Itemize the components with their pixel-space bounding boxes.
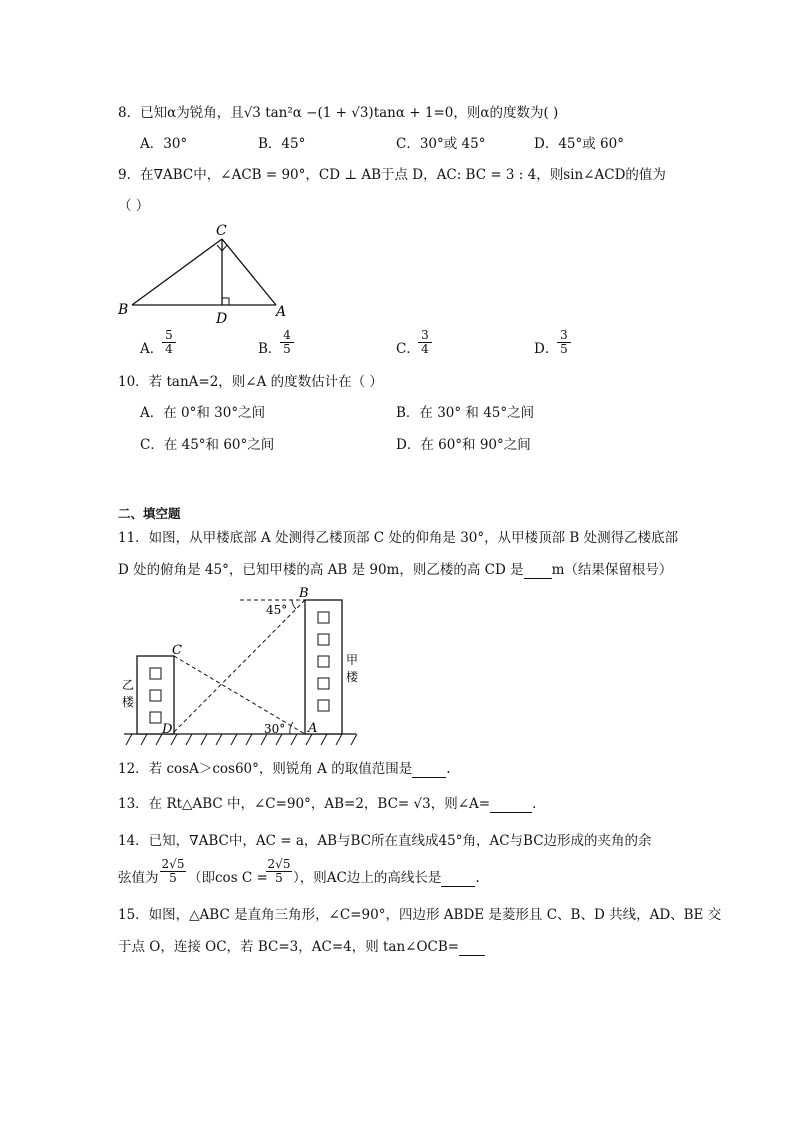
- q14-frac2-num: 2√5: [267, 857, 291, 871]
- q11-label-angle45: 45°: [266, 603, 288, 617]
- q12-line: [118, 760, 451, 778]
- q14-frac2-den: 5: [275, 871, 283, 885]
- q8-option-b: B．45°: [258, 136, 306, 152]
- q14-line2b: （即cos C =: [188, 870, 268, 886]
- q9-option-b-fraction: [280, 329, 294, 356]
- q11-label-angle30: 30°: [264, 722, 286, 736]
- q9-label-c: C: [216, 223, 227, 239]
- q9-option-a-fraction: [162, 329, 176, 356]
- q11-label-jia2: 楼: [346, 670, 359, 684]
- q11-label-a: A: [308, 721, 318, 736]
- q11-answer-blank[interactable]: [524, 564, 552, 579]
- q9-label-b: B: [118, 302, 129, 318]
- q9-option-b-num: 4: [280, 329, 294, 343]
- q10-option-b: B．在 30° 和 45°之间: [396, 405, 535, 421]
- q9-option-d-fraction: [557, 329, 571, 356]
- q15-line1: 15．如图，△ABC 是直角三角形，∠C=90°，四边形 ABDE 是菱形且 C、B、D 共线，AD、BE 交: [118, 907, 722, 923]
- q11-line2: [118, 561, 672, 579]
- q14-answer-blank[interactable]: [441, 872, 475, 887]
- q14-fraction-1: [160, 858, 186, 885]
- q9-option-a-num: 5: [162, 329, 176, 343]
- q15-line2-text: 于点 O，连接 OC，若 BC=3，AC=4，则 tan∠OCB=: [118, 939, 460, 955]
- q13-answer-blank[interactable]: [490, 798, 532, 813]
- q11-label-b: B: [299, 586, 309, 601]
- q12-post: .: [446, 761, 451, 777]
- q13-line: [118, 795, 536, 813]
- q13-post: .: [532, 796, 537, 812]
- q9-text: 9．在∇ABC中，∠ACB = 90°，CD ⊥ AB于点 D，AC: BC = 3 : 4，则sin∠ACD的值为: [118, 167, 666, 183]
- q9-label-d: D: [216, 311, 228, 327]
- q11-line1: 11．如图，从甲楼底部 A 处测得乙楼顶部 C 处的仰角是 30°，从甲楼顶部 B 处测得乙楼底部: [118, 530, 679, 546]
- q9-option-d-label: D．: [534, 341, 559, 357]
- q10-option-a: A．在 0°和 30°之间: [140, 405, 266, 421]
- q15-answer-blank[interactable]: [459, 941, 485, 956]
- q14-line2c-text: ），则AC边上的高线长是: [293, 870, 442, 886]
- q12-answer-blank[interactable]: [412, 763, 446, 778]
- q11-line2-pre: D 处的俯角是 45°，已知甲楼的高 AB 是 90m，则乙楼的高 CD 是: [118, 562, 524, 578]
- q10-option-c: C．在 45°和 60°之间: [140, 437, 275, 453]
- q11-label-jia1: 甲: [346, 653, 359, 667]
- q14-frac1-num: 2√5: [161, 857, 185, 871]
- q9-label-a: A: [276, 304, 287, 320]
- q14-post: .: [475, 870, 480, 886]
- q11-label-yi2: 楼: [122, 695, 135, 709]
- q14-line2a: 弦值为: [118, 870, 159, 886]
- q14-line1: 14．已知，∇ABC中，AC = a，AB与BC所在直线成45°角，AC与BC边形成的夹角的余: [118, 833, 652, 849]
- q9-triangle-figure: [112, 218, 312, 328]
- q14-line2c: [293, 869, 480, 887]
- q11-label-c: C: [172, 643, 182, 658]
- q14-fraction-2: [266, 858, 292, 885]
- q11-label-d: D: [162, 722, 173, 737]
- q14-frac1-den: 5: [169, 871, 177, 885]
- q9-option-d-den: 5: [560, 342, 568, 356]
- q8-option-c: C．30°或 45°: [396, 136, 486, 152]
- q8-option-d: D．45°或 60°: [534, 136, 624, 152]
- q12-text: 12．若 cosA＞cos60°，则锐角 A 的取值范围是: [118, 761, 413, 777]
- q11-label-yi1: 乙: [122, 678, 135, 692]
- q9-option-c-label: C．: [396, 341, 420, 357]
- q9-option-c-num: 3: [418, 329, 432, 343]
- q8-text: 8．已知α为锐角，且√3 tan²α −(1 + √3)tanα + 1=0，则α的度数为( ): [118, 105, 559, 121]
- q9-option-b-den: 5: [283, 342, 291, 356]
- section-title-fill-in: 二、填空题: [118, 506, 181, 521]
- q9-option-a-label: A．: [140, 341, 164, 357]
- q10-text: 10．若 tanA=2，则∠A 的度数估计在（ ）: [118, 374, 383, 390]
- q9-option-d-num: 3: [557, 329, 571, 343]
- q9-paren: （ ）: [118, 198, 150, 214]
- q9-option-a-den: 4: [165, 342, 173, 356]
- q11-line2-post: m（结果保留根号）: [551, 562, 673, 578]
- q9-option-c-fraction: [418, 329, 432, 356]
- q9-option-b-label: B．: [258, 341, 282, 357]
- q13-text: 13．在 Rt△ABC 中，∠C=90°，AB=2，BC= √3，则∠A=: [118, 796, 491, 812]
- q11-buildings-figure: [110, 584, 360, 752]
- q15-line2: [118, 938, 485, 956]
- q10-option-d: D．在 60°和 90°之间: [396, 437, 531, 453]
- q9-option-c-den: 4: [421, 342, 429, 356]
- q8-option-a: A．30°: [140, 136, 188, 152]
